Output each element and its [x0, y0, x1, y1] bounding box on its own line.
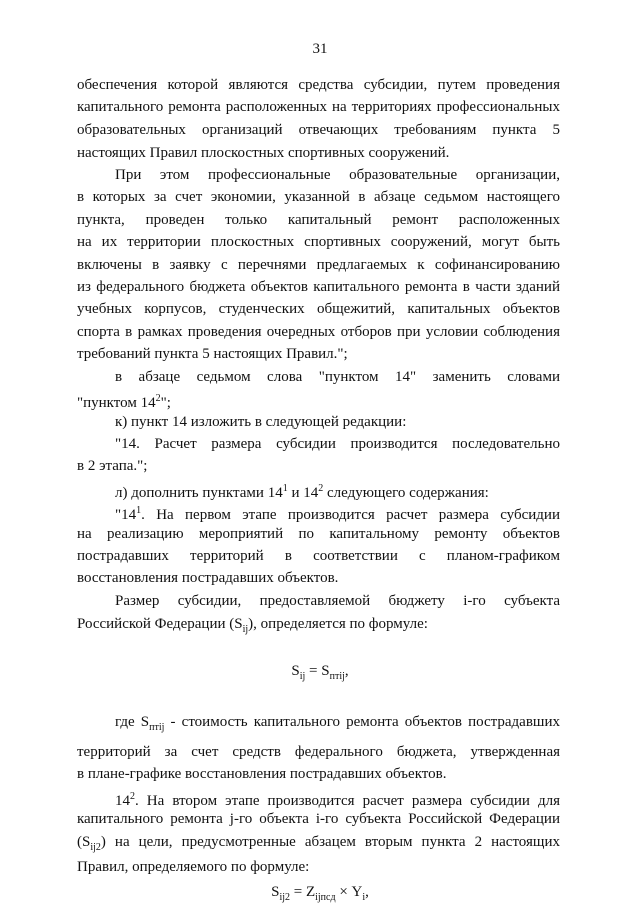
text-line: учебных корпусов, студенческих общежитий, капитальных объектов [77, 301, 560, 317]
text-line: Правил, определяемого по формуле: [77, 859, 310, 875]
text-line: пункта, проведен только капитальный ремонт расположенных [77, 212, 560, 228]
paragraph-first-line: к) пункт 14 изложить в следующей редакции: [115, 414, 407, 430]
text-line: на их территории плоскостных спортивных сооружений, могут быть [77, 234, 560, 250]
paragraph-first-line: л) дополнить пунктами $14^1$ и $14^2$ следующего содержания: [115, 483, 489, 501]
paragraph-first-line: "14. Расчет размера субсидии производится последовательно [115, 436, 560, 452]
text-line: настоящих Правил плоскостных спортивных сооружений. [77, 145, 450, 161]
formula-sij: $S_{ij} = S_{птij}$, [291, 663, 349, 682]
text-line: в 2 этапа."; [77, 458, 148, 474]
text-line: обеспечения которой являются средства субсидии, путем проведения [77, 77, 560, 93]
text-line: из федерального бюджета объектов капитального ремонта в части зданий [77, 279, 560, 295]
text-line: восстановления пострадавших объектов. [77, 570, 339, 586]
paragraph-first-line: где $S_{птij}$ - стоимость капитального ремонта объектов пострадавших [115, 714, 560, 733]
text-line: капитального ремонта j-го объекта i-го субъекта Российской Федерации [77, 811, 560, 827]
text-line: на реализацию мероприятий по капитальному ремонту объектов [77, 526, 560, 542]
text-line: пострадавших территорий в соответствии с планом-графиком [77, 548, 560, 564]
paragraph-first-line: Размер субсидии, предоставляемой бюджету i-го субъекта [115, 593, 560, 609]
formula-sij2: $S_{ij2} = Z_{ijпсд} \times Y_i$, [271, 884, 369, 903]
text-line: территорий за счет средств федерального бюджета, утвержденная [77, 744, 560, 760]
text-line: капитального ремонта расположенных на территориях профессиональных [77, 99, 560, 115]
text-line: в плане-графике восстановления пострадавших объектов. [77, 766, 447, 782]
paragraph-first-line: При этом профессиональные образовательные организации, [115, 167, 560, 183]
paragraph-first-line: в абзаце седьмом слова "пунктом 14" заменить словами [115, 369, 560, 385]
text-line: "пунктом $14^2$"; [77, 393, 171, 411]
text-line: спорта в рамках проведения очередных отборов при условии соблюдения [77, 324, 560, 340]
text-line: $(S_{ij2})$ на цели, предусмотренные абзацем вторым пункта 2 настоящих [77, 834, 560, 853]
text-line: требований пункта 5 настоящих Правил."; [77, 346, 348, 362]
paragraph-first-line: "$14^1$. На первом этапе производится расчет размера субсидии [115, 505, 560, 523]
text-line: Российской Федерации $(S_{ij})$, определяется по формуле: [77, 616, 428, 635]
paragraph-first-line: $14^2$. На втором этапе производится расчет размера субсидии для [115, 791, 560, 809]
text-line: включены в заявку с перечнями предлагаемых к софинансированию [77, 257, 560, 273]
page-number: 31 [312, 41, 328, 57]
text-line: образовательных организаций отвечающих требованиям пункта 5 [77, 122, 560, 138]
text-line: в которых за счет экономии, указанной в абзаце седьмом настоящего [77, 189, 560, 205]
